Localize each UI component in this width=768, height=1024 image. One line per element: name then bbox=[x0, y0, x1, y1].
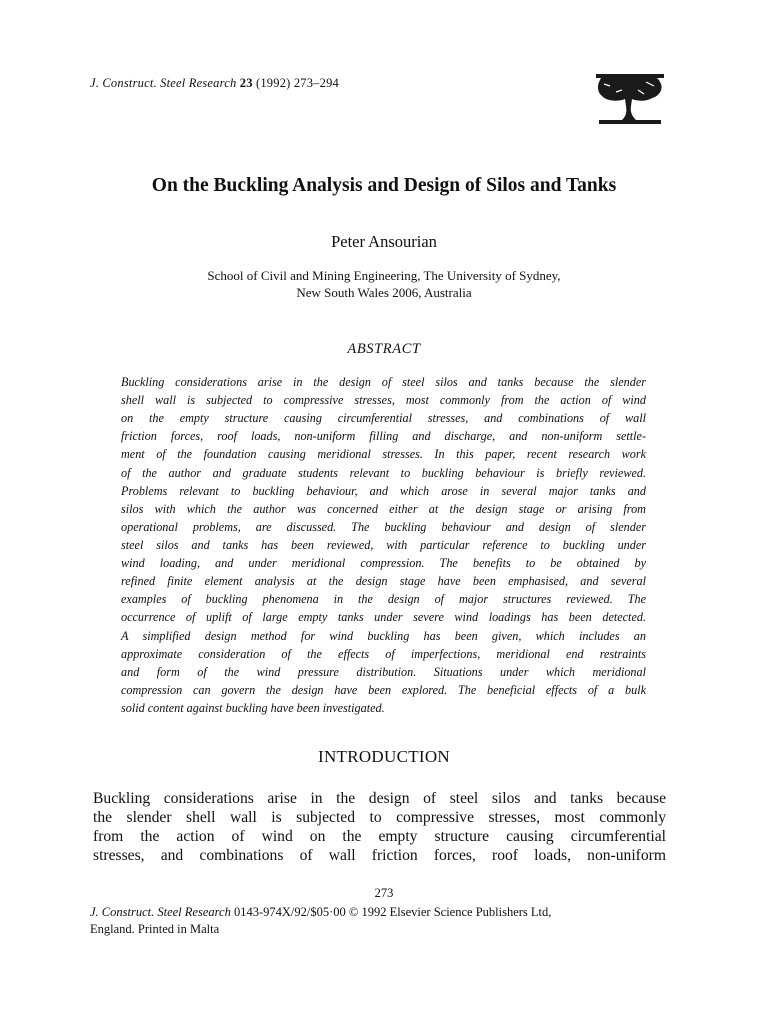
introduction-line: the slender shell wall is subjected to compressive stresses, most commonly bbox=[93, 809, 666, 827]
author-name: Peter Ansourian bbox=[331, 232, 437, 251]
journal-name: J. Construct. Steel Research bbox=[90, 76, 237, 90]
author-affiliation bbox=[60, 267, 708, 301]
abstract-line: A simplified design method for wind buckling has been given, which includes an bbox=[121, 628, 646, 643]
abstract-line: examples of buckling phenomena in the design of major structures reviewed. The bbox=[121, 592, 646, 607]
abstract-body bbox=[121, 373, 646, 717]
abstract-line: shell wall is subjected to compressive stresses, most commonly from the action of wind bbox=[121, 393, 646, 408]
journal-volume: 23 bbox=[239, 76, 253, 90]
footer-copyright: 0143-974X/92/$05·00 © 1992 Elsevier Science Publishers Ltd, bbox=[230, 905, 552, 919]
introduction-body bbox=[93, 789, 666, 865]
abstract-line: operational problems, are discussed. The buckling behaviour and design of slender bbox=[121, 519, 646, 534]
footer-journal-name: J. Construct. Steel Research bbox=[90, 905, 231, 919]
abstract-line: of the author and graduate students relevant to buckling behaviour is briefly reviewed. bbox=[121, 465, 646, 480]
abstract-line: on the empty structure causing circumferential stresses, and combinations of wall bbox=[121, 411, 646, 426]
abstract-line: refined finite element analysis at the design stage have been emphasised, and several bbox=[121, 574, 646, 589]
abstract-line: wind loading, and under meridional compression. The benefits to be obtained by bbox=[121, 556, 646, 571]
footer-line bbox=[90, 904, 666, 921]
page-number: 273 bbox=[374, 886, 394, 900]
introduction-line: Buckling considerations arise in the design of steel silos and tanks because bbox=[93, 790, 666, 807]
abstract-line: friction forces, roof loads, non-uniform filling and discharge, and non-uniform settle- bbox=[121, 429, 646, 444]
abstract-line: solid content against buckling have been investigated. bbox=[121, 700, 385, 715]
footer-printed-in: England. Printed in Malta bbox=[90, 921, 220, 936]
affiliation-line: School of Civil and Mining Engineering, The University of Sydney, bbox=[207, 268, 561, 283]
publisher-tree-logo-icon bbox=[596, 72, 664, 126]
abstract-line: Problems relevant to buckling behaviour, and which arose in several major tanks and bbox=[121, 483, 646, 498]
abstract-line: ment of the foundation causing meridional stresses. In this paper, recent research work bbox=[121, 447, 646, 462]
journal-citation-header bbox=[90, 76, 339, 91]
abstract-line: steel silos and tanks has been reviewed, with particular reference to buckling under bbox=[121, 537, 646, 552]
abstract-line: and form of the wind pressure distribution. Situations under which meridional bbox=[121, 664, 646, 679]
abstract-line: occurrence of uplift of large empty tanks under severe wind loadings has been detected. bbox=[121, 610, 646, 625]
abstract-line: approximate consideration of the effects of imperfections, meridional end restraints bbox=[121, 646, 646, 661]
abstract-line: silos with which the author was concerned either at the design stage or arising from bbox=[121, 501, 646, 516]
paper-title: On the Buckling Analysis and Design of Silos and Tanks bbox=[151, 175, 617, 196]
abstract-line: Buckling considerations arise in the design of steel silos and tanks because the slender bbox=[121, 375, 646, 389]
journal-year-pages: (1992) 273–294 bbox=[255, 76, 339, 90]
abstract-line: compression can govern the design have been explored. The beneficial effects of a bulk bbox=[121, 682, 646, 697]
introduction-line: stresses, and combinations of wall friction forces, roof loads, non-uniform bbox=[93, 847, 666, 865]
publication-footer bbox=[90, 904, 666, 937]
abstract-heading: ABSTRACT bbox=[347, 341, 421, 357]
introduction-line: from the action of wind on the empty structure causing circumferential bbox=[93, 828, 666, 846]
introduction-heading: INTRODUCTION bbox=[317, 747, 451, 766]
affiliation-line: New South Wales 2006, Australia bbox=[296, 285, 472, 300]
